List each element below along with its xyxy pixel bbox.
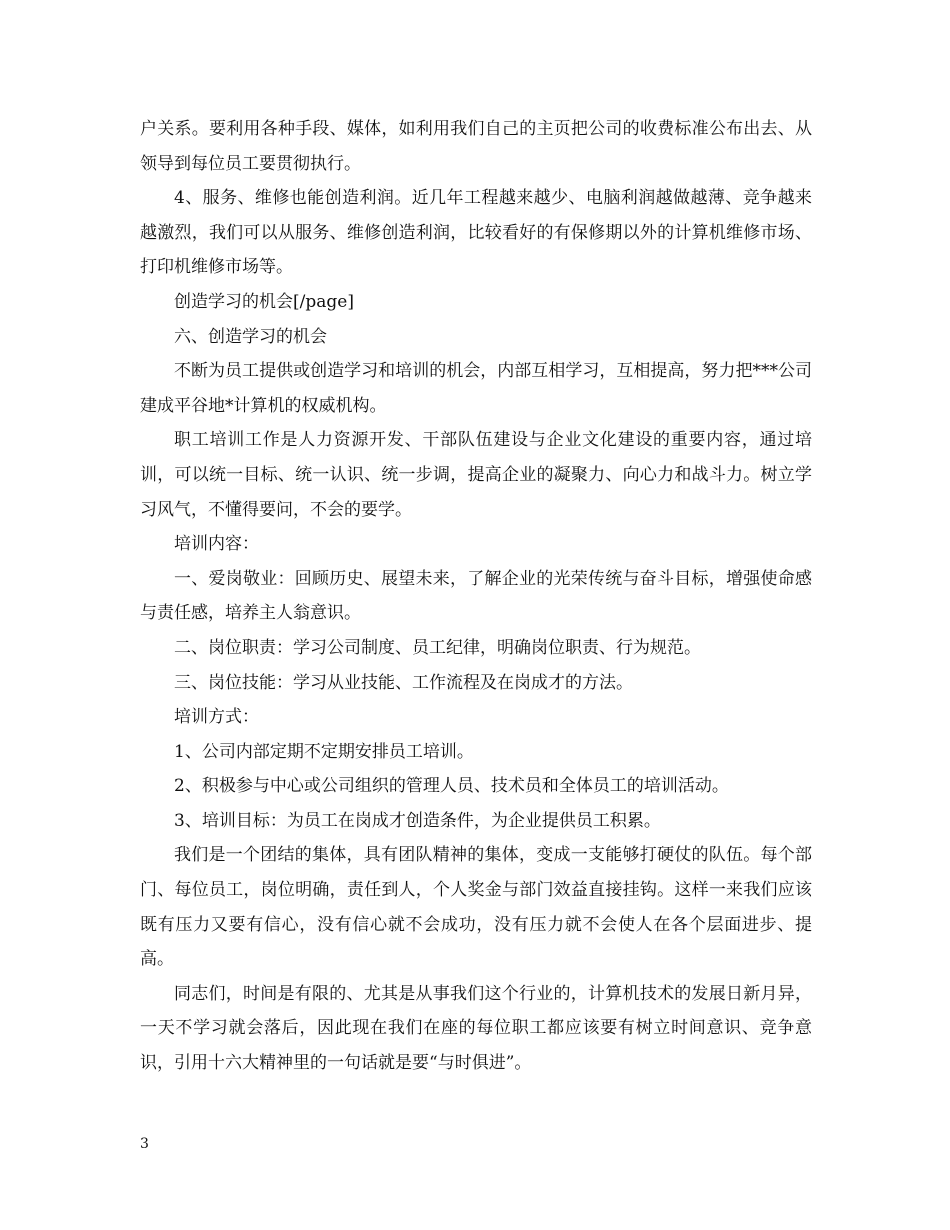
paragraph-12: 1、公司内部定期不定期安排员工培训。	[174, 741, 474, 762]
paragraph-3: 创造学习的机会[/page]	[174, 291, 354, 312]
paragraph-14: 3、培训目标：为员工在岗成才创造条件，为企业提供员工积累。	[174, 810, 661, 831]
document-body	[140, 112, 812, 1081]
paragraph-4: 六、创造学习的机会	[174, 326, 327, 347]
paragraph-10: 三、岗位技能：学习从业技能、工作流程及在岗成才的方法。	[174, 672, 633, 693]
paragraph-6: 职工培训工作是人力资源开发、干部队伍建设与企业文化建设的重要内容，通过培训，可以统一目标、统一认识、统一步调，提高企业的凝聚力、向心力和战斗力。树立学习风气，不懂得要问，不会的要学。	[140, 430, 812, 520]
paragraph-2: 4、服务、维修也能创造利润。近几年工程越来越少、电脑利润越做越薄、竞争越来越激烈，我们可以从服务、维修创造利润，比较看好的有保修期以外的计算机维修市场、打印机维修市场等。	[140, 188, 812, 278]
paragraph-15: 我们是一个团结的集体，具有团队精神的集体，变成一支能够打硬仗的队伍。每个部门、每位员工，岗位明确，责任到人，个人奖金与部门效益直接挂钩。这样一来我们应该既有压力又要有信心，没有信心就不会成功，没有压力就不会使人在各个层面进步、提高。	[140, 845, 812, 970]
page-number: 3	[140, 1136, 149, 1152]
paragraph-9: 二、岗位职责：学习公司制度、员工纪律，明确岗位职责、行为规范。	[174, 637, 701, 658]
paragraph-5: 不断为员工提供或创造学习和培训的机会，内部互相学习，互相提高，努力把***公司建成平谷地*计算机的权威机构。	[140, 361, 812, 416]
paragraph-13: 2、积极参与中心或公司组织的管理人员、技术员和全体员工的培训活动。	[174, 776, 729, 797]
paragraph-11: 培训方式：	[174, 707, 259, 728]
paragraph-8: 一、爱岗敬业：回顾历史、展望未来，了解企业的光荣传统与奋斗目标，增强使命感与责任感，培养主人翁意识。	[140, 568, 812, 624]
paragraph-1: 户关系。要利用各种手段、媒体，如利用我们自己的主页把公司的收费标准公布出去、从领导到每位员工要贯彻执行。	[140, 119, 812, 174]
paragraph-16: 同志们，时间是有限的、尤其是从事我们这个行业的，计算机技术的发展日新月异，一天不学习就会落后，因此现在我们在座的每位职工都应该要有树立时间意识、竞争意识，引用十六大精神里的一句话就是要“与时俱进”。	[140, 983, 812, 1074]
paragraph-7: 培训内容：	[174, 534, 259, 555]
